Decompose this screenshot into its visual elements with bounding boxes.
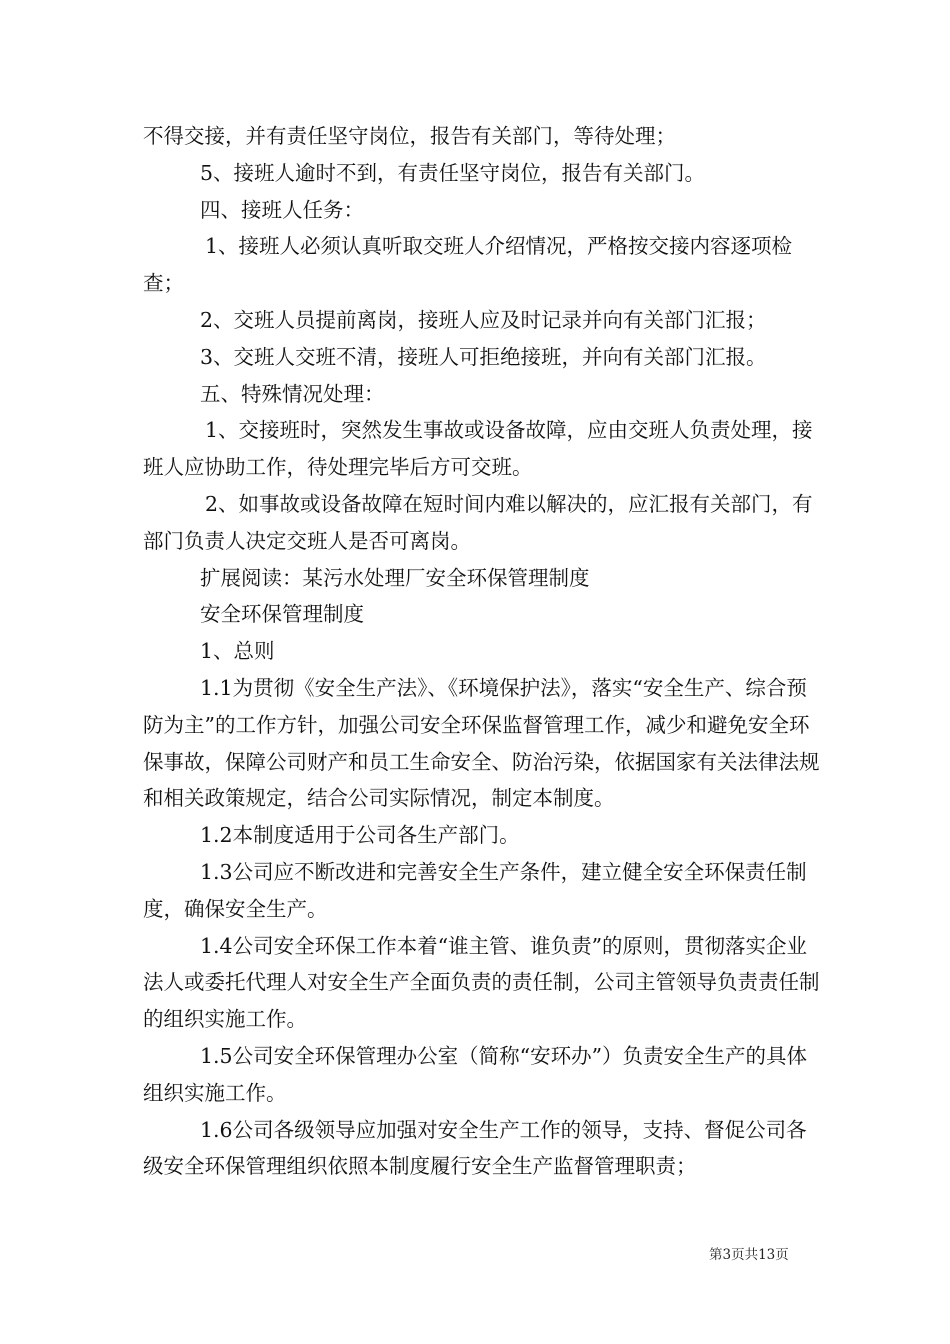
paragraph-item-2: 2、交班人员提前离岗，接班人应及时记录并向有关部门汇报；: [200, 307, 767, 332]
clause-1-6: 1.6公司各级领导应加强对安全生产工作的领导，支持、督促公司各级安全环保管理组织依照本制度履行安全生产监督管理职责；: [143, 1117, 807, 1179]
clause-1-3: 1.3公司应不断改进和完善安全生产条件，建立健全安全环保责任制度，确保安全生产。: [143, 859, 807, 921]
paragraph-continuation: 不得交接，并有责任坚守岗位，报告有关部门，等待处理；: [143, 124, 676, 148]
clause-1-2: 1.2本制度适用于公司各生产部门。: [200, 823, 520, 848]
paragraph-item-1: 1、接班人必须认真听取交班人介绍情况，严格按交接内容逐项检查；: [143, 234, 793, 296]
clause-1-5: 1.5公司安全环保管理办公室（简称“安环办”）负责安全生产的具体组织实施工作。: [143, 1043, 808, 1105]
paragraph-item-3: 3、交班人交班不清，接班人可拒绝接班，并向有关部门汇报。: [200, 344, 767, 369]
extended-reading-title: 扩展阅读：某污水处理厂安全环保管理制度: [200, 565, 590, 590]
section-heading-4: 四、接班人任务：: [200, 197, 364, 222]
general-provisions-heading: 1、总则: [200, 639, 275, 664]
regulation-title: 安全环保管理制度: [200, 602, 364, 627]
page-number-footer: 第3页共13页: [709, 1247, 789, 1263]
document-body: [143, 118, 823, 1185]
section-heading-5: 五、特殊情况处理：: [200, 381, 385, 406]
clause-1-1: 1.1为贯彻《安全生产法》、《环境保护法》，落实“安全生产、综合预防为主”的工作方针，加强公司安全环保监督管理工作，减少和避免安全环保事故，保障公司财产和员工生命安全、防治污染，依据国家有关法律法规和相关政策规定，结合公司实际情况，制定本制度。: [143, 675, 820, 811]
clause-1-4: 1.4公司安全环保工作本着“谁主管、谁负责”的原则，贯彻落实企业法人或委托代理人对安全生产全面负责的责任制，公司主管领导负责责任制的组织实施工作。: [143, 933, 820, 1032]
paragraph-item-5: 5、接班人逾时不到，有责任坚守岗位，报告有关部门。: [200, 160, 706, 185]
paragraph-special-1: 1、交接班时，突然发生事故或设备故障，应由交班人负责处理，接班人应协助工作，待处理完毕后方可交班。: [143, 418, 813, 480]
paragraph-special-2: 2、如事故或设备故障在短时间内难以解决的，应汇报有关部门，有部门负责人决定交班人是否可离岗。: [143, 491, 813, 553]
